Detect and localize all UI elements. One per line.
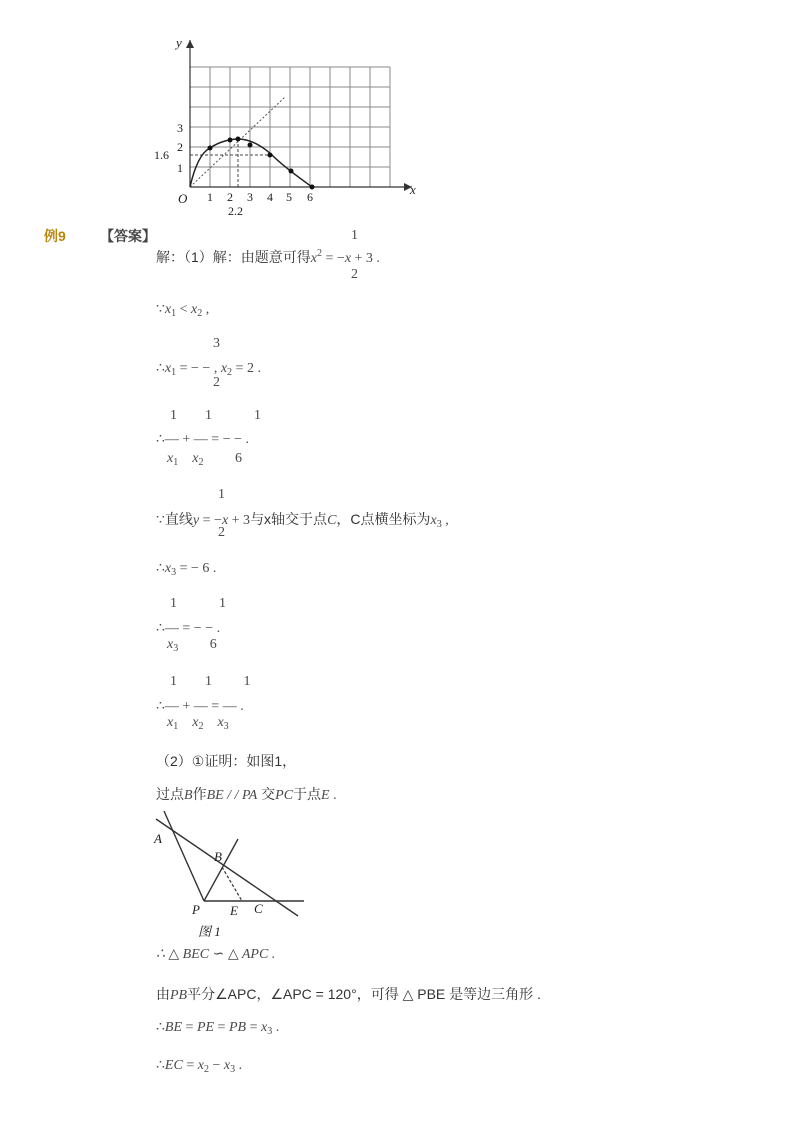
frac-row7-dens: $x_3$ 6 <box>167 637 217 654</box>
y-extra-label: 1.6 <box>154 148 169 162</box>
solution-line-3: $\therefore x_1$ = − − , $x_2 = 2$ . <box>156 361 261 378</box>
solution-line-1: 解：（1）解：由题意可得$x^2 = -x + 3$ . <box>156 248 380 266</box>
frac-3-num: 3 <box>213 336 220 351</box>
similar-line: ∴ △ BEC ∽ △ APC . <box>156 947 276 962</box>
frac-row4-dens: $x_1$ $x_2$ 6 <box>167 451 242 468</box>
y-axis-arrow <box>186 40 194 48</box>
frac-half-den: 2 <box>351 267 358 282</box>
y-tick-labels <box>177 121 183 175</box>
label-E: E <box>230 903 238 918</box>
label-B: B <box>214 849 222 864</box>
frac-row5-den: 2 <box>218 525 225 540</box>
frac-3-den: 2 <box>213 375 220 390</box>
svg-text:2: 2 <box>177 140 183 154</box>
svg-text:1: 1 <box>177 161 183 175</box>
solution-line-4: ∴— + — = − − . <box>156 432 249 447</box>
svg-text:2: 2 <box>227 190 233 204</box>
solution-line-5: ∵直线y = −x + 3与x轴交于点C，C点横坐标为$x_3$ , <box>156 511 449 530</box>
dashed-BE <box>222 867 242 901</box>
figure-caption: 图 1 <box>198 924 221 939</box>
label-P: P <box>192 902 200 917</box>
svg-text:5: 5 <box>286 190 292 204</box>
x-tick-labels <box>207 190 313 204</box>
line-AP <box>164 811 204 901</box>
draw-line-text: 过点B作BE / / PA 交PC于点E . <box>156 786 337 803</box>
equal-line: ∴BE = PE = PB = $x_3$ . <box>156 1020 280 1037</box>
figure-1 <box>150 805 315 945</box>
parabola-graph <box>150 30 430 220</box>
svg-text:3: 3 <box>177 121 183 135</box>
frac-row7-nums: 1 1 <box>170 596 226 611</box>
solution-line-8: ∴— + — = — . <box>156 699 244 714</box>
answer-tag: 【答案】 <box>100 228 156 244</box>
svg-text:6: 6 <box>307 190 313 204</box>
svg-text:3: 3 <box>247 190 253 204</box>
solution-line-2: $\because x_1 < x_2$ , <box>156 302 210 319</box>
frac-row5-num: 1 <box>218 487 225 502</box>
part1-prefix: 解：（1）解：由题意可得 <box>156 249 311 265</box>
svg-text:1: 1 <box>207 190 213 204</box>
origin-label: O <box>178 191 188 206</box>
curve-points <box>208 137 315 190</box>
y-axis-label: y <box>176 35 182 50</box>
ec-line: ∴EC = $x_2 - x_3$ . <box>156 1058 243 1075</box>
svg-text:4: 4 <box>267 190 273 204</box>
solution-line-7: ∴— = − − . <box>156 621 221 636</box>
example-label: 例9 <box>44 228 66 244</box>
solution-line-6: $\therefore x_3$ = − 6 . <box>156 561 217 578</box>
frac-row8-dens: $x_1$ $x_2$ $x_3$ <box>167 715 229 732</box>
frac-row4-nums: 1 1 1 <box>170 408 261 423</box>
label-C: C <box>254 901 263 916</box>
frac-row8-nums: 1 1 1 <box>170 674 251 689</box>
part2-intro: （2）①证明：如图1， <box>156 753 297 769</box>
label-A: A <box>154 831 162 846</box>
bisect-line: 由PB平分∠APC，∠APC = 120°，可得 △ PBE 是等边三角形 . <box>156 986 541 1003</box>
x-axis-label: x <box>410 182 416 197</box>
frac-half-num: 1 <box>351 228 358 243</box>
x-extra-label: 2.2 <box>228 204 243 218</box>
